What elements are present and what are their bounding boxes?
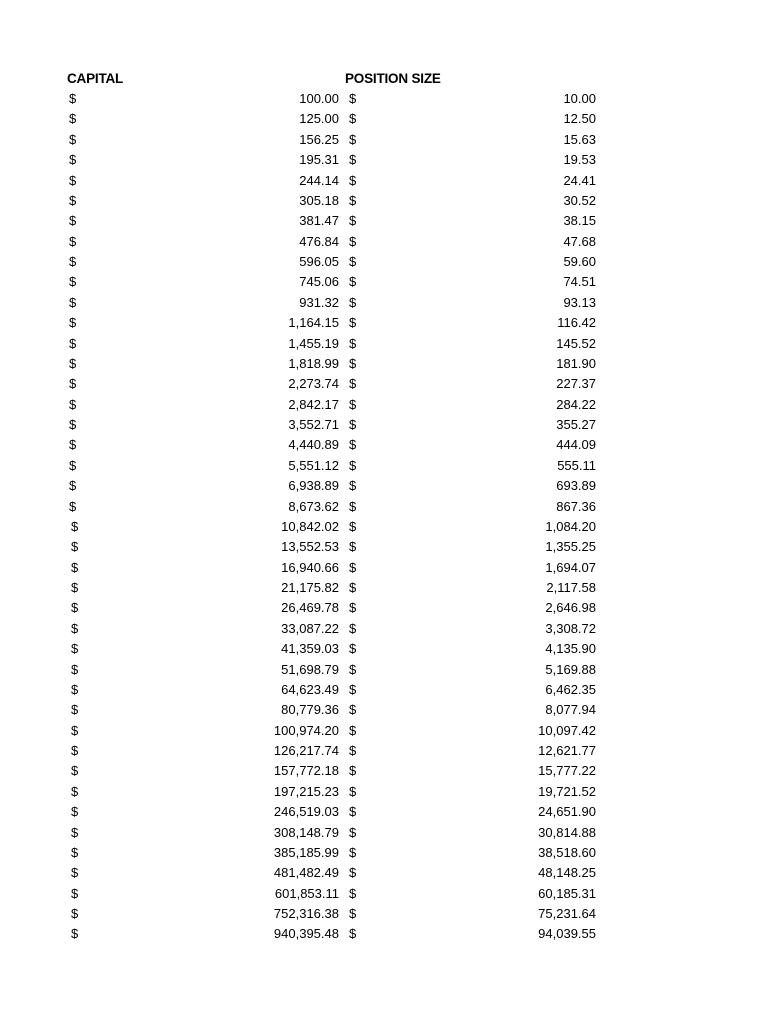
table-row (0, 272, 768, 292)
capital-currency-symbol: $ (69, 498, 77, 514)
position-size-currency-symbol: $ (349, 478, 357, 494)
position-size-value: 10.00 (563, 91, 596, 106)
table-row (0, 578, 768, 598)
table-row (0, 639, 768, 659)
position-size-currency-symbol: $ (349, 518, 357, 534)
position-size-value: 60,185.31 (538, 885, 596, 901)
position-size-value: 1,084.20 (545, 518, 596, 534)
capital-currency-symbol: $ (69, 254, 77, 269)
capital-value: 33,087.22 (281, 620, 339, 636)
capital-value: 125.00 (299, 111, 339, 127)
position-size-value: 24.41 (563, 172, 596, 188)
capital-currency-symbol: $ (71, 600, 79, 616)
capital-currency-symbol: $ (69, 355, 77, 371)
position-size-currency-symbol: $ (349, 91, 357, 106)
capital-column-header: CAPITAL (67, 71, 124, 86)
position-size-currency-symbol: $ (349, 661, 357, 677)
position-size-currency-symbol: $ (349, 498, 357, 514)
table-row (0, 537, 768, 557)
position-size-currency-symbol: $ (349, 620, 357, 636)
capital-value: 5,551.12 (288, 457, 339, 473)
table-row (0, 761, 768, 781)
position-size-currency-symbol: $ (349, 437, 357, 453)
capital-value: 80,779.36 (281, 702, 339, 718)
table-row (0, 904, 768, 924)
capital-currency-symbol: $ (71, 824, 79, 840)
position-size-value: 284.22 (556, 396, 596, 412)
capital-value: 126,217.74 (273, 743, 339, 758)
table-row (0, 680, 768, 700)
table-row (0, 823, 768, 843)
capital-value: 385,185.99 (273, 844, 339, 860)
table-row (0, 476, 768, 496)
position-size-currency-symbol: $ (349, 172, 357, 188)
capital-value: 2,842.17 (288, 396, 339, 412)
capital-currency-symbol: $ (69, 192, 77, 208)
capital-value: 476.84 (299, 233, 339, 249)
capital-value: 601,853.11 (274, 885, 339, 901)
capital-value: 197,215.23 (273, 783, 339, 799)
capital-value: 244.14 (299, 172, 339, 188)
capital-value: 157,772.18 (273, 763, 339, 779)
capital-value: 21,175.82 (281, 580, 339, 595)
position-size-value: 1,355.25 (545, 539, 596, 555)
table-row (0, 721, 768, 741)
table-row (0, 435, 768, 455)
capital-currency-symbol: $ (71, 926, 79, 942)
table-row (0, 456, 768, 476)
position-size-value: 181.90 (556, 355, 596, 371)
capital-currency-symbol: $ (71, 885, 79, 901)
position-size-currency-symbol: $ (349, 844, 357, 860)
position-size-value: 3,308.72 (545, 620, 596, 636)
position-size-value: 4,135.90 (545, 641, 596, 657)
table-row (0, 150, 768, 170)
position-size-currency-symbol: $ (349, 559, 357, 575)
position-size-currency-symbol: $ (349, 457, 357, 473)
position-size-currency-symbol: $ (349, 213, 357, 229)
table-row (0, 395, 768, 415)
capital-currency-symbol: $ (71, 681, 79, 697)
table-row (0, 802, 768, 822)
position-size-value: 75,231.64 (538, 906, 596, 921)
position-size-currency-symbol: $ (349, 274, 357, 290)
position-size-currency-symbol: $ (349, 192, 357, 208)
table-row (0, 700, 768, 720)
position-size-value: 30.52 (563, 192, 596, 208)
capital-value: 10,842.02 (281, 518, 339, 534)
table-row (0, 924, 768, 944)
capital-currency-symbol: $ (71, 641, 79, 657)
position-size-value: 38.15 (563, 213, 596, 229)
position-size-currency-symbol: $ (349, 722, 357, 738)
capital-value: 308,148.79 (273, 824, 339, 840)
position-size-value: 19,721.52 (538, 783, 596, 799)
position-size-currency-symbol: $ (349, 417, 357, 432)
position-size-currency-symbol: $ (349, 396, 357, 412)
capital-currency-symbol: $ (71, 580, 79, 595)
position-size-currency-symbol: $ (349, 254, 357, 269)
position-size-value: 867.36 (556, 498, 596, 514)
position-size-value: 15,777.22 (538, 763, 596, 779)
position-size-currency-symbol: $ (349, 315, 357, 331)
position-size-currency-symbol: $ (349, 681, 357, 697)
position-size-value: 693.89 (556, 478, 596, 494)
position-size-currency-symbol: $ (349, 743, 357, 758)
table-row (0, 232, 768, 252)
position-size-value: 47.68 (563, 233, 596, 249)
table-row (0, 517, 768, 537)
capital-value: 51,698.79 (281, 661, 339, 677)
position-size-currency-symbol: $ (349, 152, 357, 168)
table-row (0, 374, 768, 394)
position-size-value: 116.42 (557, 315, 596, 331)
capital-currency-symbol: $ (71, 722, 79, 738)
position-size-value: 10,097.42 (538, 722, 596, 738)
position-size-value: 30,814.88 (538, 824, 596, 840)
position-size-currency-symbol: $ (349, 600, 357, 616)
capital-currency-symbol: $ (71, 620, 79, 636)
capital-value: 8,673.62 (288, 498, 339, 514)
position-size-currency-symbol: $ (349, 763, 357, 779)
capital-value: 4,440.89 (288, 437, 339, 453)
capital-currency-symbol: $ (71, 518, 79, 534)
position-size-currency-symbol: $ (349, 783, 357, 799)
capital-value: 2,273.74 (288, 376, 339, 392)
position-size-currency-symbol: $ (349, 641, 357, 657)
table-row (0, 252, 768, 272)
table-row (0, 89, 768, 109)
capital-value: 596.05 (299, 254, 339, 269)
table-row (0, 415, 768, 435)
capital-currency-symbol: $ (69, 152, 77, 168)
table-row (0, 293, 768, 313)
capital-value: 931.32 (299, 294, 339, 310)
capital-currency-symbol: $ (71, 539, 79, 555)
table-row (0, 130, 768, 150)
table-row (0, 334, 768, 354)
position-size-value: 2,117.58 (546, 580, 596, 595)
table-row (0, 598, 768, 618)
position-size-currency-symbol: $ (349, 335, 357, 351)
position-size-value: 24,651.90 (538, 804, 596, 820)
capital-currency-symbol: $ (71, 865, 79, 881)
capital-currency-symbol: $ (69, 335, 77, 351)
capital-value: 195.31 (299, 152, 339, 168)
position-size-value: 15.63 (563, 131, 596, 147)
table-row (0, 171, 768, 191)
capital-currency-symbol: $ (69, 111, 77, 127)
capital-currency-symbol: $ (71, 804, 79, 820)
capital-value: 246,519.03 (273, 804, 339, 820)
capital-currency-symbol: $ (71, 559, 79, 575)
position-size-value: 444.09 (556, 437, 596, 453)
data-rows (0, 89, 768, 945)
capital-currency-symbol: $ (69, 376, 77, 392)
capital-currency-symbol: $ (69, 417, 77, 432)
position-size-value: 227.37 (556, 376, 596, 392)
table-row (0, 211, 768, 231)
capital-value: 3,552.71 (288, 417, 339, 432)
capital-value: 156.25 (299, 131, 339, 147)
capital-value: 16,940.66 (281, 559, 339, 575)
position-size-value: 38,518.60 (538, 844, 596, 860)
capital-currency-symbol: $ (69, 91, 77, 106)
capital-currency-symbol: $ (71, 844, 79, 860)
table-row (0, 843, 768, 863)
capital-currency-symbol: $ (69, 315, 77, 331)
capital-value: 381.47 (299, 213, 339, 229)
position-size-value: 5,169.88 (545, 661, 596, 677)
capital-currency-symbol: $ (69, 274, 77, 290)
position-size-currency-symbol: $ (349, 233, 357, 249)
position-size-currency-symbol: $ (349, 885, 357, 901)
capital-value: 100,974.20 (273, 722, 339, 738)
capital-currency-symbol: $ (69, 294, 77, 310)
table-row (0, 741, 768, 761)
position-size-currency-symbol: $ (349, 111, 357, 127)
capital-value: 41,359.03 (281, 641, 339, 657)
table-row (0, 619, 768, 639)
capital-value: 481,482.49 (273, 865, 339, 881)
capital-currency-symbol: $ (69, 131, 77, 147)
position-size-currency-symbol: $ (349, 355, 357, 371)
position-size-value: 8,077.94 (545, 702, 596, 718)
position-size-value: 19.53 (563, 152, 596, 168)
position-size-currency-symbol: $ (349, 906, 357, 921)
capital-currency-symbol: $ (69, 233, 77, 249)
capital-currency-symbol: $ (71, 906, 79, 921)
capital-currency-symbol: $ (71, 763, 79, 779)
capital-currency-symbol: $ (69, 396, 77, 412)
position-size-currency-symbol: $ (349, 131, 357, 147)
position-size-value: 6,462.35 (545, 681, 596, 697)
table-row (0, 497, 768, 517)
position-size-value: 48,148.25 (538, 865, 596, 881)
table-row (0, 660, 768, 680)
capital-value: 305.18 (299, 192, 339, 208)
capital-value: 1,455.19 (288, 335, 339, 351)
position-size-currency-symbol: $ (349, 580, 357, 595)
capital-value: 752,316.38 (273, 906, 339, 921)
position-size-currency-symbol: $ (349, 865, 357, 881)
position-size-value: 94,039.55 (538, 926, 596, 942)
capital-currency-symbol: $ (69, 437, 77, 453)
position-size-value: 12,621.77 (538, 743, 596, 758)
position-size-value: 93.13 (563, 294, 596, 310)
position-size-value: 59.60 (563, 254, 596, 269)
position-size-value: 2,646.98 (545, 600, 596, 616)
position-size-value: 355.27 (556, 417, 596, 432)
position-size-currency-symbol: $ (349, 926, 357, 942)
table-row (0, 354, 768, 374)
table-row (0, 863, 768, 883)
position-size-currency-symbol: $ (349, 804, 357, 820)
capital-currency-symbol: $ (71, 702, 79, 718)
capital-currency-symbol: $ (71, 661, 79, 677)
capital-currency-symbol: $ (69, 457, 77, 473)
capital-value: 64,623.49 (281, 681, 339, 697)
position-size-value: 1,694.07 (545, 559, 596, 575)
position-size-value: 74.51 (563, 274, 596, 290)
capital-currency-symbol: $ (71, 783, 79, 799)
capital-value: 1,818.99 (288, 355, 339, 371)
position-size-value: 555.11 (557, 457, 596, 473)
position-size-value: 12.50 (563, 111, 596, 127)
table-row (0, 558, 768, 578)
table-row (0, 884, 768, 904)
position-size-column-header: POSITION SIZE (345, 71, 441, 86)
position-size-currency-symbol: $ (349, 376, 357, 392)
capital-value: 26,469.78 (281, 600, 339, 616)
position-size-currency-symbol: $ (349, 539, 357, 555)
capital-value: 940,395.48 (273, 926, 339, 942)
capital-currency-symbol: $ (69, 478, 77, 494)
table-row (0, 109, 768, 129)
capital-value: 100.00 (299, 91, 339, 106)
table-row (0, 782, 768, 802)
capital-value: 13,552.53 (281, 539, 339, 555)
position-size-currency-symbol: $ (349, 294, 357, 310)
capital-value: 6,938.89 (288, 478, 339, 494)
position-size-currency-symbol: $ (349, 702, 357, 718)
table-row (0, 313, 768, 333)
position-size-value: 145.52 (556, 335, 596, 351)
capital-currency-symbol: $ (69, 172, 77, 188)
capital-currency-symbol: $ (69, 213, 77, 229)
position-size-currency-symbol: $ (349, 824, 357, 840)
table-row (0, 191, 768, 211)
capital-value: 1,164.15 (288, 315, 339, 331)
capital-currency-symbol: $ (71, 743, 79, 758)
capital-value: 745.06 (299, 274, 339, 290)
